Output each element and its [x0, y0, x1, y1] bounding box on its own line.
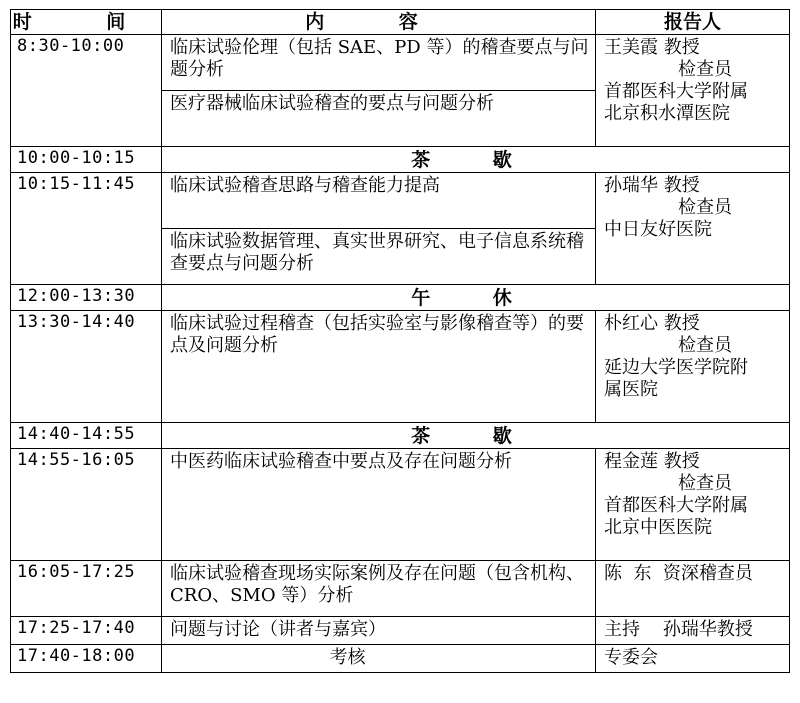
session-row	[11, 617, 790, 645]
speaker-affiliation: 首都医科大学附属	[604, 81, 748, 102]
session-row	[11, 35, 790, 91]
time-cell: 14:55-16:05	[11, 449, 162, 561]
speaker-cell: 陈 东 资深稽查员	[596, 561, 790, 617]
topic-cell: 中医药临床试验稽查中要点及存在问题分析	[162, 449, 596, 561]
time-cell: 10:00-10:15	[11, 147, 162, 173]
schedule-document	[10, 9, 789, 673]
header-time: 时 间	[11, 10, 162, 35]
break-label: 茶 歇	[162, 423, 790, 449]
session-row	[11, 173, 790, 229]
session-row	[11, 311, 790, 423]
speaker-affiliation: 北京中医医院	[604, 517, 712, 538]
speaker-name: 孙瑞华 教授	[604, 175, 700, 196]
break-row	[11, 147, 790, 173]
speaker-name: 朴红心 教授	[604, 313, 700, 334]
speaker-cell	[596, 449, 790, 561]
header-speaker: 报告人	[596, 10, 790, 35]
session-row	[11, 645, 790, 673]
session-row	[11, 449, 790, 561]
speaker-affiliation: 中日友好医院	[604, 219, 712, 240]
session-row	[11, 561, 790, 617]
speaker-role: 检查员	[678, 335, 732, 356]
speaker-affiliation: 北京积水潭医院	[604, 103, 730, 124]
speaker-cell	[596, 35, 790, 147]
speaker-cell: 专委会	[596, 645, 790, 673]
speaker-affiliation: 首都医科大学附属	[604, 495, 748, 516]
header-row	[11, 10, 790, 35]
time-cell: 8:30-10:00	[11, 35, 162, 147]
topic-cell: 问题与讨论（讲者与嘉宾）	[162, 617, 596, 645]
topic-cell: 考核	[162, 645, 596, 673]
speaker-role: 检查员	[678, 473, 732, 494]
time-cell: 17:25-17:40	[11, 617, 162, 645]
schedule-table	[10, 9, 790, 673]
speaker-name: 王美霞 教授	[604, 37, 700, 58]
time-cell: 14:40-14:55	[11, 423, 162, 449]
time-cell: 17:40-18:00	[11, 645, 162, 673]
topic-cell: 医疗器械临床试验稽查的要点与问题分析	[162, 91, 596, 147]
time-cell: 12:00-13:30	[11, 285, 162, 311]
topic-cell: 临床试验过程稽查（包括实验室与影像稽查等）的要点及问题分析	[162, 311, 596, 423]
header-content: 内 容	[162, 10, 596, 35]
speaker-cell: 主持 孙瑞华教授	[596, 617, 790, 645]
speaker-affiliation: 延边大学医学院附	[604, 357, 748, 378]
topic-cell: 临床试验稽查现场实际案例及存在问题（包含机构、CRO、SMO 等）分析	[162, 561, 596, 617]
speaker-affiliation: 属医院	[604, 379, 658, 400]
speaker-cell	[596, 173, 790, 285]
break-label: 午 休	[162, 285, 790, 311]
time-cell: 10:15-11:45	[11, 173, 162, 285]
break-row	[11, 423, 790, 449]
speaker-role: 检查员	[678, 197, 732, 218]
topic-cell: 临床试验伦理（包括 SAE、PD 等）的稽查要点与问题分析	[162, 35, 596, 91]
speaker-cell	[596, 311, 790, 423]
time-cell: 13:30-14:40	[11, 311, 162, 423]
break-row	[11, 285, 790, 311]
speaker-role: 检查员	[678, 59, 732, 80]
topic-cell: 临床试验数据管理、真实世界研究、电子信息系统稽查要点与问题分析	[162, 229, 596, 285]
time-cell: 16:05-17:25	[11, 561, 162, 617]
topic-cell: 临床试验稽查思路与稽查能力提高	[162, 173, 596, 229]
break-label: 茶 歇	[162, 147, 790, 173]
speaker-name: 程金莲 教授	[604, 451, 700, 472]
